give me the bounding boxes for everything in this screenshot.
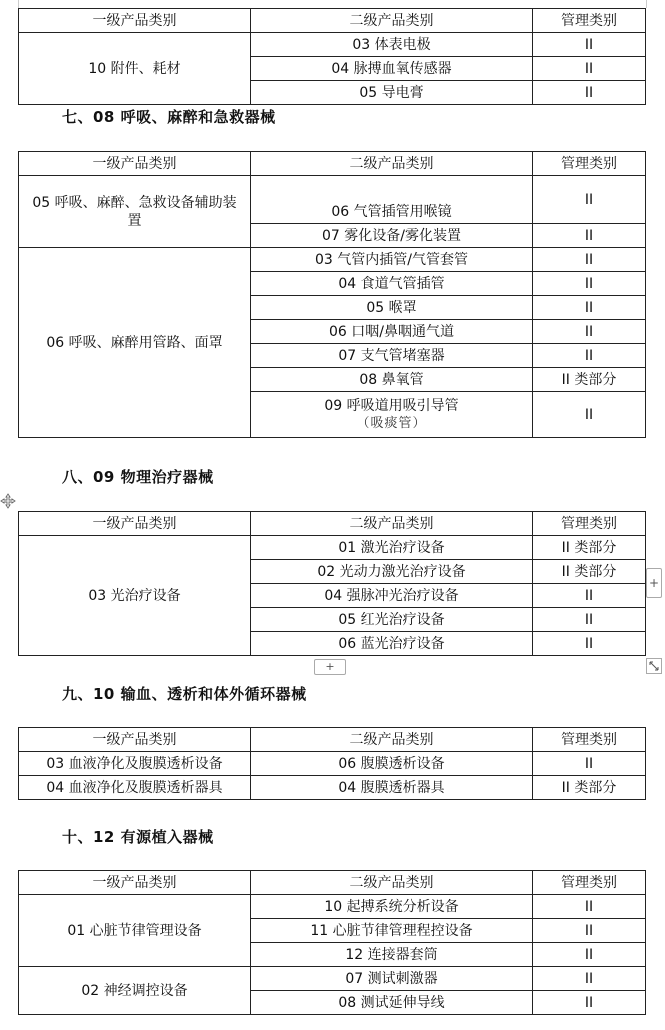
table-row <box>19 248 646 272</box>
sub-cell: 07 测试刺激器 <box>251 967 533 991</box>
sub-cell: 03 气管内插管/气管套管 <box>251 248 533 272</box>
header-level1: 一级产品类别 <box>19 512 251 536</box>
section-heading-10: 十、12 有源植入器械 <box>62 828 214 846</box>
class-cell: II <box>533 176 646 224</box>
sub-cell: 07 支气管堵塞器 <box>251 344 533 368</box>
table-header-row <box>19 152 646 176</box>
class-cell: II <box>533 584 646 608</box>
header-level1: 一级产品类别 <box>19 728 251 752</box>
table-physical-therapy <box>18 511 646 656</box>
sub-cell: 06 腹膜透析设备 <box>251 752 533 776</box>
header-level1: 一级产品类别 <box>19 152 251 176</box>
class-cell: II <box>533 392 646 438</box>
table-row <box>19 536 646 560</box>
class-cell: II <box>533 967 646 991</box>
class-cell: II <box>533 943 646 967</box>
table-resize-handle-icon[interactable] <box>646 658 662 674</box>
sub-cell: 01 激光治疗设备 <box>251 536 533 560</box>
sub-cell: 04 脉搏血氧传感器 <box>251 57 533 81</box>
class-cell: II 类部分 <box>533 776 646 800</box>
sub-cell: 07 雾化设备/雾化装置 <box>251 224 533 248</box>
sub-cell: 06 蓝光治疗设备 <box>251 632 533 656</box>
add-column-button[interactable]: + <box>646 568 662 598</box>
class-cell: II <box>533 608 646 632</box>
previous-table-edge <box>18 0 647 8</box>
group-cell: 02 神经调控设备 <box>19 967 251 1015</box>
class-cell: II 类部分 <box>533 560 646 584</box>
class-cell: II 类部分 <box>533 368 646 392</box>
sub-cell: 08 测试延伸导线 <box>251 991 533 1015</box>
sub-cell: 05 导电膏 <box>251 81 533 105</box>
class-cell: II <box>533 248 646 272</box>
section-heading-8: 八、09 物理治疗器械 <box>62 468 214 486</box>
class-cell: II <box>533 320 646 344</box>
sub-cell-multiline <box>251 392 533 438</box>
header-class: 管理类别 <box>533 512 646 536</box>
group-cell: 01 心脏节律管理设备 <box>19 895 251 967</box>
class-cell: II <box>533 57 646 81</box>
header-class: 管理类别 <box>533 871 646 895</box>
sub-cell: 05 红光治疗设备 <box>251 608 533 632</box>
table-header-row <box>19 728 646 752</box>
group-cell: 10 附件、耗材 <box>19 33 251 105</box>
group-cell: 05 呼吸、麻醉、急救设备辅助装置 <box>19 176 251 248</box>
section-heading-9: 九、10 输血、透析和体外循环器械 <box>62 685 307 703</box>
table-row <box>19 752 646 776</box>
header-class: 管理类别 <box>533 152 646 176</box>
table-active-implants <box>18 870 646 1015</box>
class-cell: II <box>533 919 646 943</box>
group-cell: 06 呼吸、麻醉用管路、面罩 <box>19 248 251 438</box>
sub-cell: 10 起搏系统分析设备 <box>251 895 533 919</box>
class-cell: II <box>533 895 646 919</box>
sub-cell-note: （吸痰管） <box>356 415 427 431</box>
class-cell: II <box>533 81 646 105</box>
class-cell: II <box>533 224 646 248</box>
header-class: 管理类别 <box>533 728 646 752</box>
sub-cell: 03 体表电极 <box>251 33 533 57</box>
table-row <box>19 776 646 800</box>
table-header-row <box>19 9 646 33</box>
header-class: 管理类别 <box>533 9 646 33</box>
sub-cell: 02 光动力激光治疗设备 <box>251 560 533 584</box>
group-cell: 03 光治疗设备 <box>19 536 251 656</box>
sub-cell: 04 食道气管插管 <box>251 272 533 296</box>
table-row <box>19 176 646 224</box>
header-level1: 一级产品类别 <box>19 9 251 33</box>
header-level2: 二级产品类别 <box>251 728 533 752</box>
sub-cell: 08 鼻氧管 <box>251 368 533 392</box>
table-row <box>19 967 646 991</box>
table-row <box>19 33 646 57</box>
header-level2: 二级产品类别 <box>251 871 533 895</box>
add-row-button[interactable]: + <box>314 659 346 675</box>
header-level2: 二级产品类别 <box>251 9 533 33</box>
sub-cell: 11 心脏节律管理程控设备 <box>251 919 533 943</box>
table-blood-dialysis <box>18 727 646 800</box>
class-cell: II <box>533 33 646 57</box>
class-cell: II <box>533 752 646 776</box>
table-header-row <box>19 512 646 536</box>
sub-cell-line: 09 呼吸道用吸引导管 <box>324 397 459 414</box>
group-cell: 04 血液净化及腹膜透析器具 <box>19 776 251 800</box>
section-heading-7: 七、08 呼吸、麻醉和急救器械 <box>62 108 276 126</box>
class-cell: II <box>533 632 646 656</box>
class-cell: II <box>533 296 646 320</box>
class-cell: II <box>533 272 646 296</box>
sub-cell: 04 腹膜透析器具 <box>251 776 533 800</box>
header-level2: 二级产品类别 <box>251 512 533 536</box>
class-cell: II 类部分 <box>533 536 646 560</box>
group-cell: 03 血液净化及腹膜透析设备 <box>19 752 251 776</box>
sub-cell: 12 连接器套筒 <box>251 943 533 967</box>
sub-cell: 06 气管插管用喉镜 <box>251 176 533 224</box>
sub-cell: 06 口咽/鼻咽通气道 <box>251 320 533 344</box>
header-level2: 二级产品类别 <box>251 152 533 176</box>
header-level1: 一级产品类别 <box>19 871 251 895</box>
sub-cell: 05 喉罩 <box>251 296 533 320</box>
table-header-row <box>19 871 646 895</box>
table-respiratory <box>18 151 646 438</box>
class-cell: II <box>533 991 646 1015</box>
table-row <box>19 895 646 919</box>
class-cell: II <box>533 344 646 368</box>
table-move-handle-icon[interactable] <box>0 493 16 509</box>
sub-cell: 04 强脉冲光治疗设备 <box>251 584 533 608</box>
table-accessories <box>18 8 646 105</box>
